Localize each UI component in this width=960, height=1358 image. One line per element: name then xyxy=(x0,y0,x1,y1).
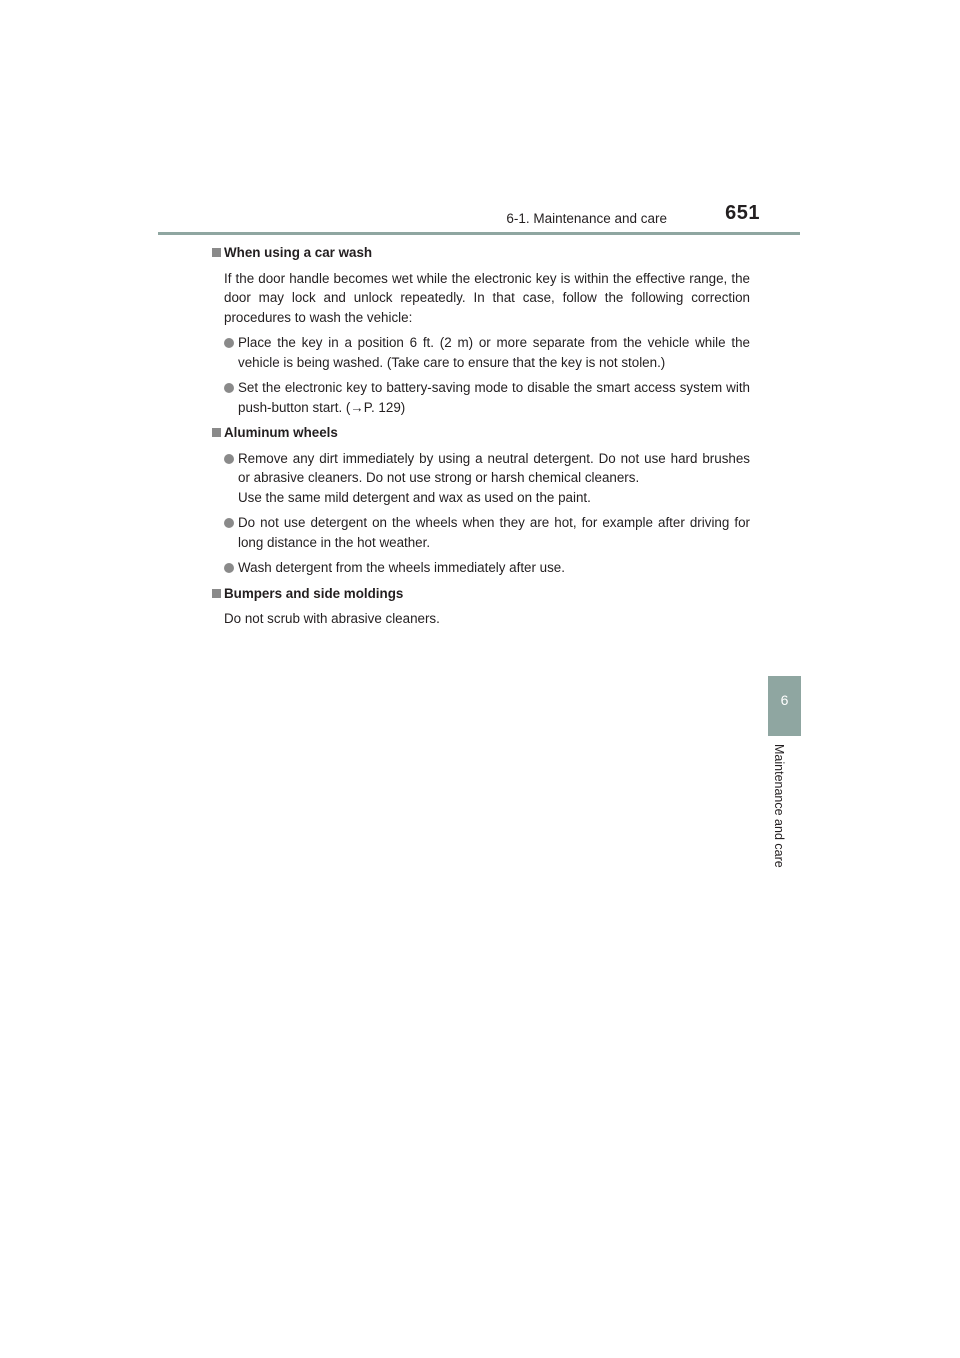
chapter-number: 6 xyxy=(780,692,789,708)
header-rule xyxy=(158,232,800,235)
list-item xyxy=(210,378,750,417)
list-item-text: Wash detergent from the wheels immediately after use. xyxy=(238,560,565,575)
heading-text: Bumpers and side moldings xyxy=(224,585,404,601)
section-heading-bumpers xyxy=(210,584,750,604)
list-item xyxy=(210,558,750,578)
square-bullet-icon xyxy=(212,248,221,257)
car-wash-body: If the door handle becomes wet while the electronic key is within the effective range, the door may lock and unlock repeatedly. In that case, follow the following correction procedures to wash the vehicle: xyxy=(224,270,750,325)
page-header xyxy=(158,200,800,234)
list-item-text: Use the same mild detergent and wax as used on the paint. xyxy=(238,489,591,505)
round-bullet-icon xyxy=(224,518,234,528)
page-number: 651 xyxy=(725,202,760,224)
chapter-title: Maintenance and care xyxy=(772,744,786,868)
list-item-text: Set the electronic key to battery-saving mode to disable the smart access system with push-button start. (→P. 129) xyxy=(238,380,750,415)
bumpers-body: Do not scrub with abrasive cleaners. xyxy=(224,611,440,626)
round-bullet-icon xyxy=(224,563,234,573)
chapter-side-label xyxy=(770,744,790,894)
list-item xyxy=(210,333,750,372)
heading-text: When using a car wash xyxy=(224,245,373,260)
list-item xyxy=(210,449,750,508)
page-content xyxy=(210,243,750,635)
round-bullet-icon xyxy=(224,454,234,464)
round-bullet-icon xyxy=(224,338,234,348)
section-heading-car-wash xyxy=(210,243,750,263)
list-item xyxy=(210,513,750,552)
section-title: 6-1. Maintenance and care xyxy=(506,211,667,226)
section-heading-aluminum-wheels xyxy=(210,423,750,443)
square-bullet-icon xyxy=(212,428,221,437)
chapter-tab xyxy=(768,676,801,736)
square-bullet-icon xyxy=(212,589,221,598)
list-item-text: Remove any dirt immediately by using a neutral detergent. Do not use hard brushes or abrasive cleaners. Do not use strong or harsh chemical cleaners. xyxy=(238,450,750,485)
round-bullet-icon xyxy=(224,383,234,393)
list-item-text: Do not use detergent on the wheels when they are hot, for example after driving for long distance in the hot weather. xyxy=(238,515,750,550)
list-item-text: Place the key in a position 6 ft. (2 m) or more separate from the vehicle while the vehicle is being washed. (Take care to ensure that the key is not stolen.) xyxy=(238,335,750,370)
heading-text: Aluminum wheels xyxy=(224,425,338,440)
